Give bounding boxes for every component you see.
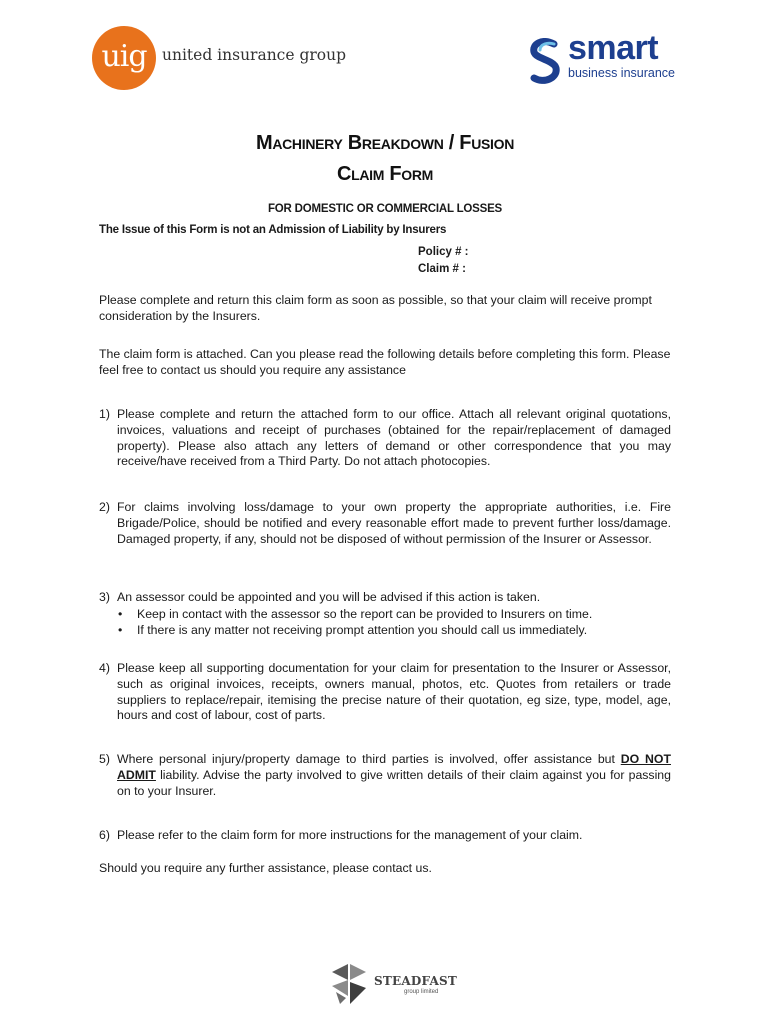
bullet-item: • Keep in contact with the assessor so the report can be provided to Insurers on time. — [99, 607, 671, 623]
item-text: For claims involving loss/damage to your own property the appropriate authorities, i.e. Fire Brigade/Police, should be notified and every reasonable effort made to prevent further loss/damage. Damaged property, if any, should not be disposed of without permission of the Insurer or Assessor. — [117, 500, 671, 546]
instruction-item-6 — [99, 828, 671, 844]
instruction-item-4 — [99, 661, 671, 724]
uig-logo — [90, 22, 347, 92]
steadfast-logo-icon — [328, 962, 370, 1006]
bullet-item: • If there is any matter not receiving prompt attention you should call us immediately. — [99, 623, 671, 639]
bullet-list — [99, 607, 671, 639]
item-text: Please refer to the claim form for more instructions for the management of your claim. — [117, 828, 583, 842]
smart-logo-icon — [528, 38, 562, 84]
item-text — [117, 752, 671, 799]
form-subtitle: FOR DOMESTIC OR COMMERCIAL LOSSES — [267, 203, 503, 215]
intro-paragraph-1: Please complete and return this claim form as soon as possible, so that your claim will receive prompt consideration by the Insurers. — [99, 293, 652, 323]
steadfast-logo-word: STEADFAST — [374, 974, 457, 988]
do-not-admit-emphasis: DO NOT ADMIT — [117, 752, 671, 782]
instruction-item-5 — [99, 752, 671, 799]
steadfast-logo-sub: group limited — [404, 989, 439, 995]
uig-logo-badge — [92, 26, 156, 90]
item-text-after: liability. Advise the party involved to give written details of their claim against you for passing on to your Insurer. — [117, 767, 671, 798]
instruction-item-2 — [99, 500, 671, 547]
steadfast-logo — [322, 958, 457, 1018]
smart-logo-word: smart — [568, 29, 659, 67]
item-text: An assessor could be appointed and you will be advised if this action is taken. — [117, 590, 541, 604]
uig-logo-text: uig — [101, 39, 147, 74]
form-title-line2: Claim Form — [336, 163, 434, 185]
instruction-item-1 — [99, 407, 671, 470]
item-text-before: Where personal injury/property damage to third parties is involved, offer assistance but — [117, 752, 615, 766]
form-title-line1: Machinery Breakdown / Fusion — [255, 132, 515, 154]
intro-paragraph-2: The claim form is attached. Can you please read the following details before completing this form. Please feel free to contact us should you require any assistance — [99, 347, 671, 377]
item-text: Please keep all supporting documentation for your claim for presentation to the Insurer or Assessor, such as original invoices, receipts, owners manual, photos, etc. Quotes from retailers or trade suppliers to replace/repair, itemising the precise nature of their quotation, eg size, type, model, age, hours and cost of labour, cost of parts. — [117, 661, 671, 723]
item-number: 2) — [99, 500, 110, 514]
smart-logo — [528, 29, 678, 92]
uig-company-name: united insurance group — [162, 46, 347, 64]
item-number: 1) — [99, 407, 110, 421]
instruction-item-3 — [99, 590, 671, 638]
claim-number-label: Claim # : — [418, 263, 466, 275]
liability-notice: The Issue of this Form is not an Admission of Liability by Insurers — [99, 224, 447, 236]
policy-number-label: Policy # : — [418, 246, 469, 258]
item-number: 6) — [99, 828, 110, 842]
item-number: 4) — [99, 661, 110, 675]
item-number: 3) — [99, 590, 110, 604]
item-number: 5) — [99, 752, 110, 766]
closing-statement: Should you require any further assistance, please contact us. — [99, 861, 432, 875]
item-text: Please complete and return the attached form to our office. Attach all relevant original quotations, invoices, valuations and receipt of purchases (obtained for the repair/replacement of damaged property). Please also attach any letters of demand or other correspondence that you may receive/have received from a Third Party. Do not attach photocopies. — [117, 407, 671, 469]
smart-logo-tagline: business insurance — [568, 66, 676, 80]
